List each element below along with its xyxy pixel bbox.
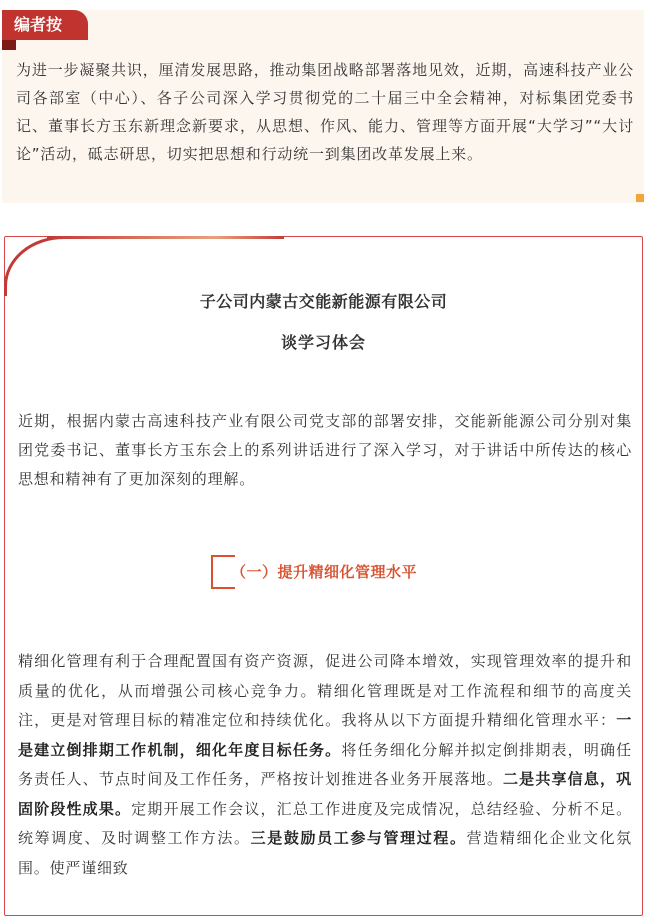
editor-note bbox=[2, 10, 644, 203]
article-title-company: 子公司内蒙古交能新能源有限公司 bbox=[199, 292, 448, 311]
section-heading bbox=[211, 555, 441, 589]
editor-note-text: 为进一步凝聚共识，厘清发展思路，推动集团战略部署落地见效，近期，高速科技产业公司各部室（中心）、各子公司深入学习贯彻党的二十届三中全会精神，对标集团党委书记、董事长方玉东新理念新要求，从思想、作风、能力、管理等方面开展“大学习”“大讨论”活动，砥志研思，切实把思想和行动统一到集团改革发展上来。 bbox=[16, 61, 634, 163]
paragraph-text: 营造精细化企业文化氛围。使严谨细致 bbox=[18, 829, 632, 877]
article-title-subject: 谈学习体会 bbox=[280, 333, 366, 352]
corner-square-decoration bbox=[636, 194, 644, 202]
section-heading-text: （一）提升精细化管理水平 bbox=[231, 563, 418, 581]
article-intro-paragraph: 近期，根据内蒙古高速科技产业有限公司党支部的部署安排，交能新能源公司分别对集团党委书记、董事长方玉东会上的系列讲话进行了深入学习，对于讲话中所传达的核心思想和精神有了更加深刻的理解。 bbox=[18, 412, 632, 488]
paragraph-text: 将任务细化分解并拟定倒排期表，明确任务责任人、节点时间及工作任务，严格按计划推进各业务开展落地。 bbox=[18, 740, 632, 788]
editor-note-tag: 编者按 bbox=[2, 10, 88, 40]
bold-point-3: 三是鼓励员工参与管理过程。 bbox=[250, 829, 467, 847]
article-card bbox=[4, 236, 643, 916]
paragraph-text: 精细化管理有利于合理配置国有资产资源，促进公司降本增效，实现管理效率的提升和质量的优化，从而增强公司核心竞争力。精细化管理既是对工作流程和细节的高度关注，更是对管理目标的精准定位和持续优化。我将从以下方面提升精细化管理水平： bbox=[18, 652, 632, 729]
paragraph-text: 定期开展工作会议，汇总工作进度及完成情况，总结经验、分析不足。统筹调度、及时调整工作方法。 bbox=[18, 799, 632, 847]
bold-point-2: 二是共享信息，巩固阶段性成果。 bbox=[18, 770, 632, 818]
tag-fold-decoration bbox=[2, 40, 16, 50]
section-paragraph bbox=[18, 647, 632, 883]
card-swoosh-decoration bbox=[4, 236, 284, 296]
bold-point-1: 一是建立倒排期工作机制，细化年度目标任务。 bbox=[18, 711, 632, 759]
